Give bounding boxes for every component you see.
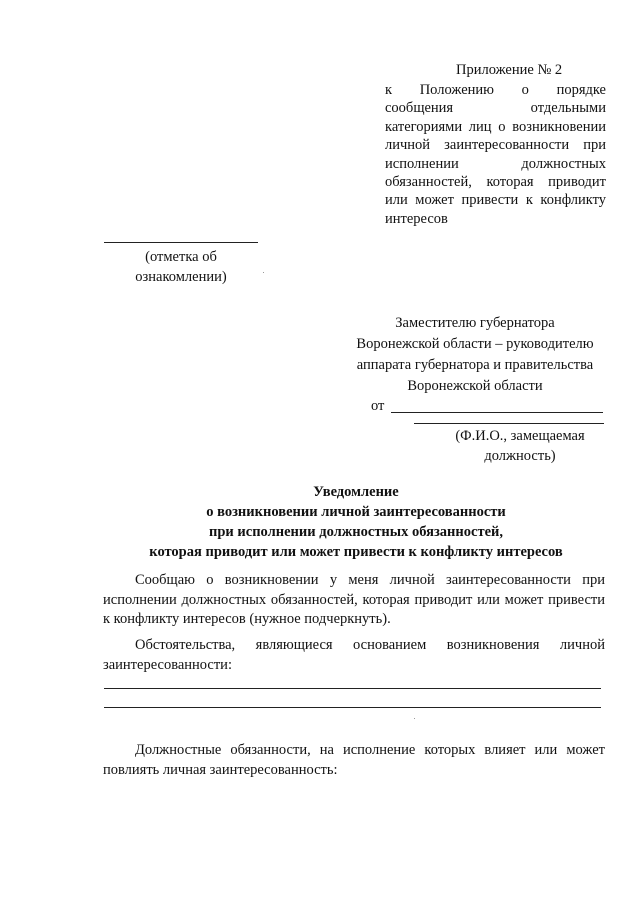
addressee-block: [330, 313, 620, 397]
appendix-line: к Положению о порядке: [385, 82, 606, 98]
addressee-line: Заместителю губернатора: [395, 315, 555, 331]
circumstances-field-line[interactable]: [104, 707, 601, 708]
sender-name-field[interactable]: [391, 412, 603, 413]
acknowledgement-caption: [104, 247, 258, 287]
sender-caption-line: должность): [484, 448, 556, 464]
acknowledgement-signature-line: [104, 242, 258, 243]
duties-paragraph: Должностные обязанности, на исполнение которых влияет или может повлиять личная заинтересованность:: [103, 742, 605, 778]
scan-speck: [263, 272, 264, 273]
statement-paragraph: Сообщаю о возникновении у меня личной заинтересованности при исполнении должностных обязанностей, которая приводит или может привести к конфликту интересов (нужное подчеркнуть).: [103, 572, 605, 627]
notice-subtitle-line: о возникновении личной заинтересованности: [206, 504, 506, 520]
appendix-reference: [385, 81, 606, 228]
appendix-line: или может привести к конфликту: [385, 192, 606, 209]
notice-subtitle-line: которая приводит или может привести к конфликту интересов: [149, 544, 563, 560]
appendix-title: Приложение № 2: [456, 62, 563, 78]
sender-caption: [430, 426, 610, 466]
addressee-line: аппарата губернатора и правительства: [356, 357, 594, 373]
circumstances-field-line[interactable]: [104, 688, 601, 689]
notice-title: Уведомление: [313, 484, 399, 500]
addressee-line: Воронежской области – руководителю: [356, 336, 594, 352]
appendix-line: обязанностей, которая приводит: [385, 174, 606, 191]
addressee-line: Воронежской области: [407, 378, 543, 394]
sender-caption-line: (Ф.И.О., замещаемая: [455, 428, 585, 444]
scan-speck: [414, 718, 415, 719]
notice-subtitle-line: при исполнении должностных обязанностей,: [209, 524, 503, 540]
sender-label: от: [371, 398, 385, 414]
appendix-line: исполнении должностных: [385, 155, 606, 172]
appendix-line: интересов: [385, 210, 448, 227]
acknowledgement-caption-line: ознакомлении): [135, 269, 227, 285]
appendix-line: категориями лиц о возникновении: [385, 118, 606, 135]
notice-heading: [100, 482, 612, 562]
sender-position-field[interactable]: [414, 423, 604, 424]
acknowledgement-caption-line: (отметка об: [145, 249, 217, 265]
circumstances-paragraph: Обстоятельства, являющиеся основанием возникновения личной заинтересованности:: [103, 637, 605, 673]
appendix-line: личной заинтересованности при: [385, 137, 606, 154]
appendix-line: сообщения отдельными: [385, 100, 606, 117]
